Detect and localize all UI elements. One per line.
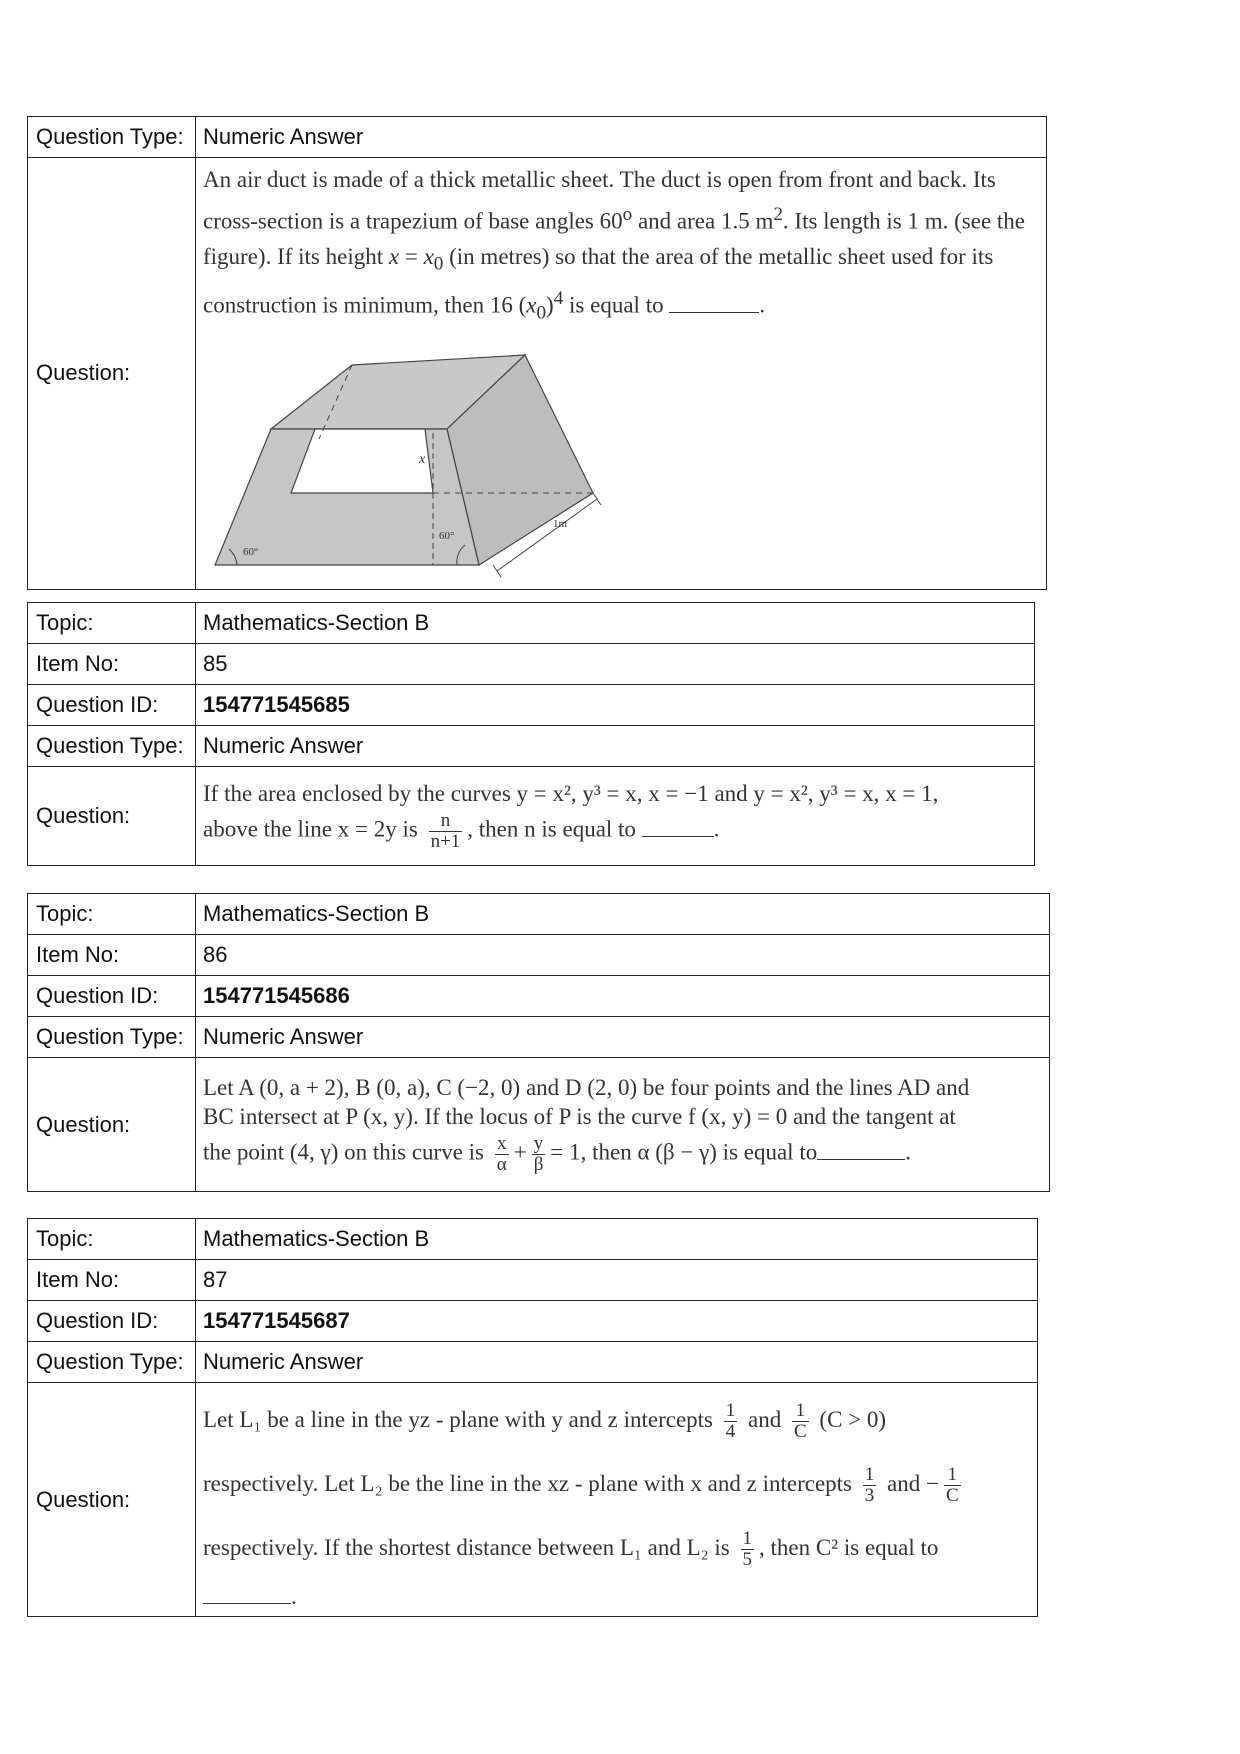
question-table-87 [27, 1218, 1038, 1617]
fraction: $\frac{1}{3}$ [864, 1463, 875, 1506]
fraction: $\frac{1}{C}$ [793, 1399, 807, 1442]
question-table-84 [27, 116, 1047, 590]
figure-label-angle-left: 60° [243, 545, 259, 558]
topic-label: Topic: [28, 603, 196, 644]
question-label: Question: [28, 1058, 196, 1192]
answer-blank [669, 289, 759, 313]
answer-blank [642, 813, 714, 837]
item-no-value: 87 [196, 1260, 1038, 1301]
fraction: $\frac{n}{n+1}$ [430, 809, 461, 852]
question-label: Question: [28, 767, 196, 866]
question-table-86 [27, 893, 1050, 1192]
item-no-label: Item No: [28, 935, 196, 976]
question-type-label: Question Type: [28, 1017, 196, 1058]
question-id-label: Question ID: [28, 976, 196, 1017]
question-type-label: Question Type: [28, 1342, 196, 1383]
answer-blank [817, 1136, 905, 1160]
question-table-85 [27, 602, 1035, 866]
topic-value: Mathematics-Section B [196, 603, 1035, 644]
fraction: $\frac{x}{\alpha}$ [496, 1132, 507, 1175]
question-text: An air duct is made of a thick metallic sheet. The duct is open from front and back. Its cross-section is a trapezium of base angles 60$^o$ and area 1.5 $m^2$. Its length is 1 m. (see the figure). If its height $x = x_0$ (in metres) so that the area of the metallic sheet used for its construction is minimum, then 16 $(x_0)^4$ is equal to . [203, 167, 1026, 324]
figure-label-x: x [419, 451, 426, 467]
topic-value: Mathematics-Section B [196, 1219, 1038, 1260]
fraction: $\frac{y}{\beta}$ [533, 1132, 544, 1175]
question-id-value: 154771545686 [196, 976, 1050, 1017]
item-no-label: Item No: [28, 644, 196, 685]
question-id-label: Question ID: [28, 1301, 196, 1342]
fraction: $\frac{1}{5}$ [742, 1527, 753, 1570]
question-type-value: Numeric Answer [196, 117, 1047, 158]
question-body [196, 158, 1047, 590]
question-label: Question: [28, 158, 196, 590]
question-type-value: Numeric Answer [196, 726, 1035, 767]
question-id-value: 154771545685 [196, 685, 1035, 726]
topic-value: Mathematics-Section B [196, 894, 1050, 935]
figure-label-length: 1m [553, 517, 568, 530]
figure-label-angle-right: 60° [439, 529, 455, 542]
question-text: Let A (0, a + 2), B (0, a), C (−2, 0) and D (2, 0) be four points and the lines AD and BC intersect at P (x, y). If the locus of P is the curve f (x, y) = 0 and the tangent at the point (4, γ) on this curve is $\frac{x}{\alpha}$ + $\frac{y}{\beta}$ = 1, then α (β − γ) is equal to . [196, 1058, 1050, 1192]
question-type-value: Numeric Answer [196, 1342, 1038, 1383]
question-id-value: 154771545687 [196, 1301, 1038, 1342]
answer-blank [203, 1580, 291, 1604]
item-no-value: 85 [196, 644, 1035, 685]
question-label: Question: [28, 1383, 196, 1617]
fraction: $\frac{1}{C}$ [945, 1463, 959, 1506]
item-no-value: 86 [196, 935, 1050, 976]
question-id-label: Question ID: [28, 685, 196, 726]
topic-label: Topic: [28, 894, 196, 935]
question-type-label: Question Type: [28, 117, 196, 158]
question-type-label: Question Type: [28, 726, 196, 767]
question-type-value: Numeric Answer [196, 1017, 1050, 1058]
item-no-label: Item No: [28, 1260, 196, 1301]
question-text: If the area enclosed by the curves y = x², y³ = x, x = −1 and y = x², y³ = x, x = 1, above the line x = 2y is $\frac{n}{n+1}$ , then n is equal to . [196, 767, 1035, 866]
duct-inner-opening [291, 429, 433, 493]
air-duct-figure [207, 349, 607, 589]
topic-label: Topic: [28, 1219, 196, 1260]
fraction: $\frac{1}{4}$ [725, 1399, 736, 1442]
question-text: Let L₁ be a line in the yz - plane with y and z intercepts $\frac{1}{4}$ and $\frac{1}{C}$ (C > 0) respectively. Let L₂ be the line in the xz - plane with x and z intercepts $\frac{1}{3}$ and − $\frac{1}{C}$ respectively. If the shortest distance between L₁ and L₂ is $\frac{1}{5}$ , then C² is equal to . [196, 1383, 1038, 1617]
